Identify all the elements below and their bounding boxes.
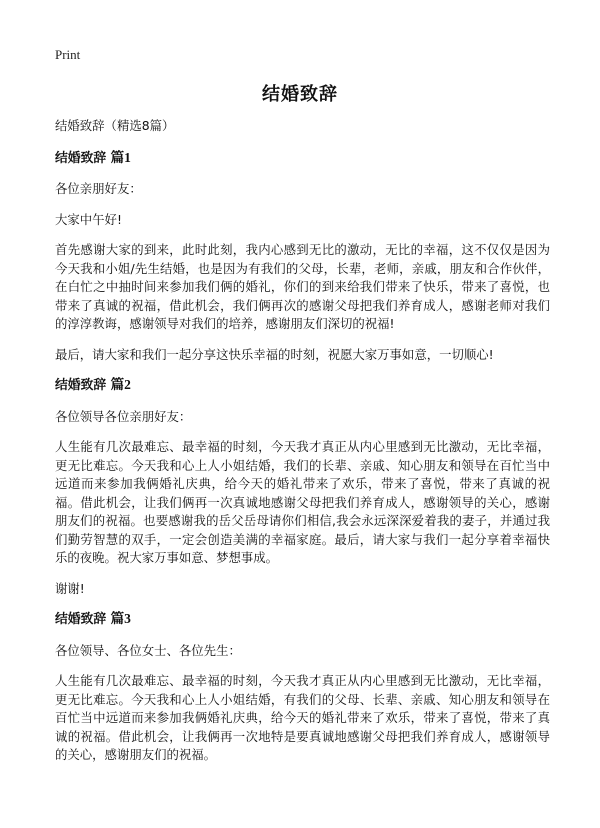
section-heading-text: 结婚致辞 — [55, 612, 107, 627]
section-heading-text: 结婚致辞 — [55, 150, 107, 166]
paragraph: 首先感谢大家的到来，此时此刻，我内心感到无比的激动，无比的幸福，这不仅仅是因为今天我和小姐/先生结婚，也是因为有我们的父母，长辈，老师，亲戚，朋友和合作伙伴，在白忙之中抽时间来参加我们俩的婚礼，你们的到来给我们带来了快乐，带来了喜悦，也带来了真诚的祝福，借此机会，我们俩再次的感谢父母把我们养育成人，感谢老师对我们的淳淳教诲，感谢领导对我们的培养，感谢朋友们深切的祝福! — [55, 242, 550, 331]
section-heading-3 — [55, 610, 550, 630]
print-link[interactable]: Print — [55, 47, 81, 62]
section-heading-text: 结婚致辞 — [55, 378, 107, 393]
paragraph: 大家中午好! — [55, 211, 122, 227]
paragraph: 各位亲朋好友： — [55, 181, 142, 196]
paragraph: 最后，请大家和我们一起分享这快乐幸福的时刻，祝愿大家万事如意，一切顺心! — [55, 346, 494, 362]
paragraph: 谢谢! — [55, 580, 85, 596]
document-body — [55, 117, 550, 777]
paragraph: 人生能有几次最难忘、最幸福的时刻，今天我才真正从内心里感到无比激动，无比幸福，更无比难忘。今天我和心上人小姐结婚，有我们的父母、长辈、亲戚、知心朋友和领导在百忙当中远道而来参加我俩婚礼庆典，给今天的婚礼带来了欢乐，带来了喜悦，带来了真诚的祝福。借此机会，让我俩再一次地特是要真诚地感谢父母把我们养育成人，感谢领导的关心，感谢朋友们的祝福。 — [55, 673, 550, 762]
section-heading-number: 篇2 — [110, 377, 131, 392]
section-heading-1 — [55, 149, 550, 169]
paragraph: 人生能有几次最难忘、最幸福的时刻，今天我才真正从内心里感到无比激动，无比幸福，更无比难忘。今天我和心上人小姐结婚，我们的长辈、亲戚、知心朋友和领导在百忙当中远道而来参加我俩婚礼庆典，给今天的婚礼带来了欢乐，带来了喜悦，带来了真诚的祝福。借此机会，让我们俩再一次真诚地感谢父母把我们养育成人，感谢领导的关心，感谢朋友们的祝福。也要感谢我的岳父岳母请你们相信,我会永远深深爱着我的妻子，并通过我们勤劳智慧的双手，一定会创造美满的幸福家庭。最后，请大家与我们一起分享着幸福快乐的夜晚。祝大家万事如意、梦想事成。 — [55, 439, 550, 565]
paragraph: 各位领导、各位女士、各位先生： — [55, 642, 241, 658]
section-heading-number: 篇3 — [110, 611, 131, 626]
paragraph: 各位领导各位亲朋好友： — [55, 408, 192, 424]
page-title: 结婚致辞 — [262, 84, 338, 105]
section-heading-number: 篇1 — [110, 149, 131, 165]
document-subtitle: 结婚致辞（精选8篇） — [55, 118, 175, 133]
section-heading-2 — [55, 376, 550, 396]
